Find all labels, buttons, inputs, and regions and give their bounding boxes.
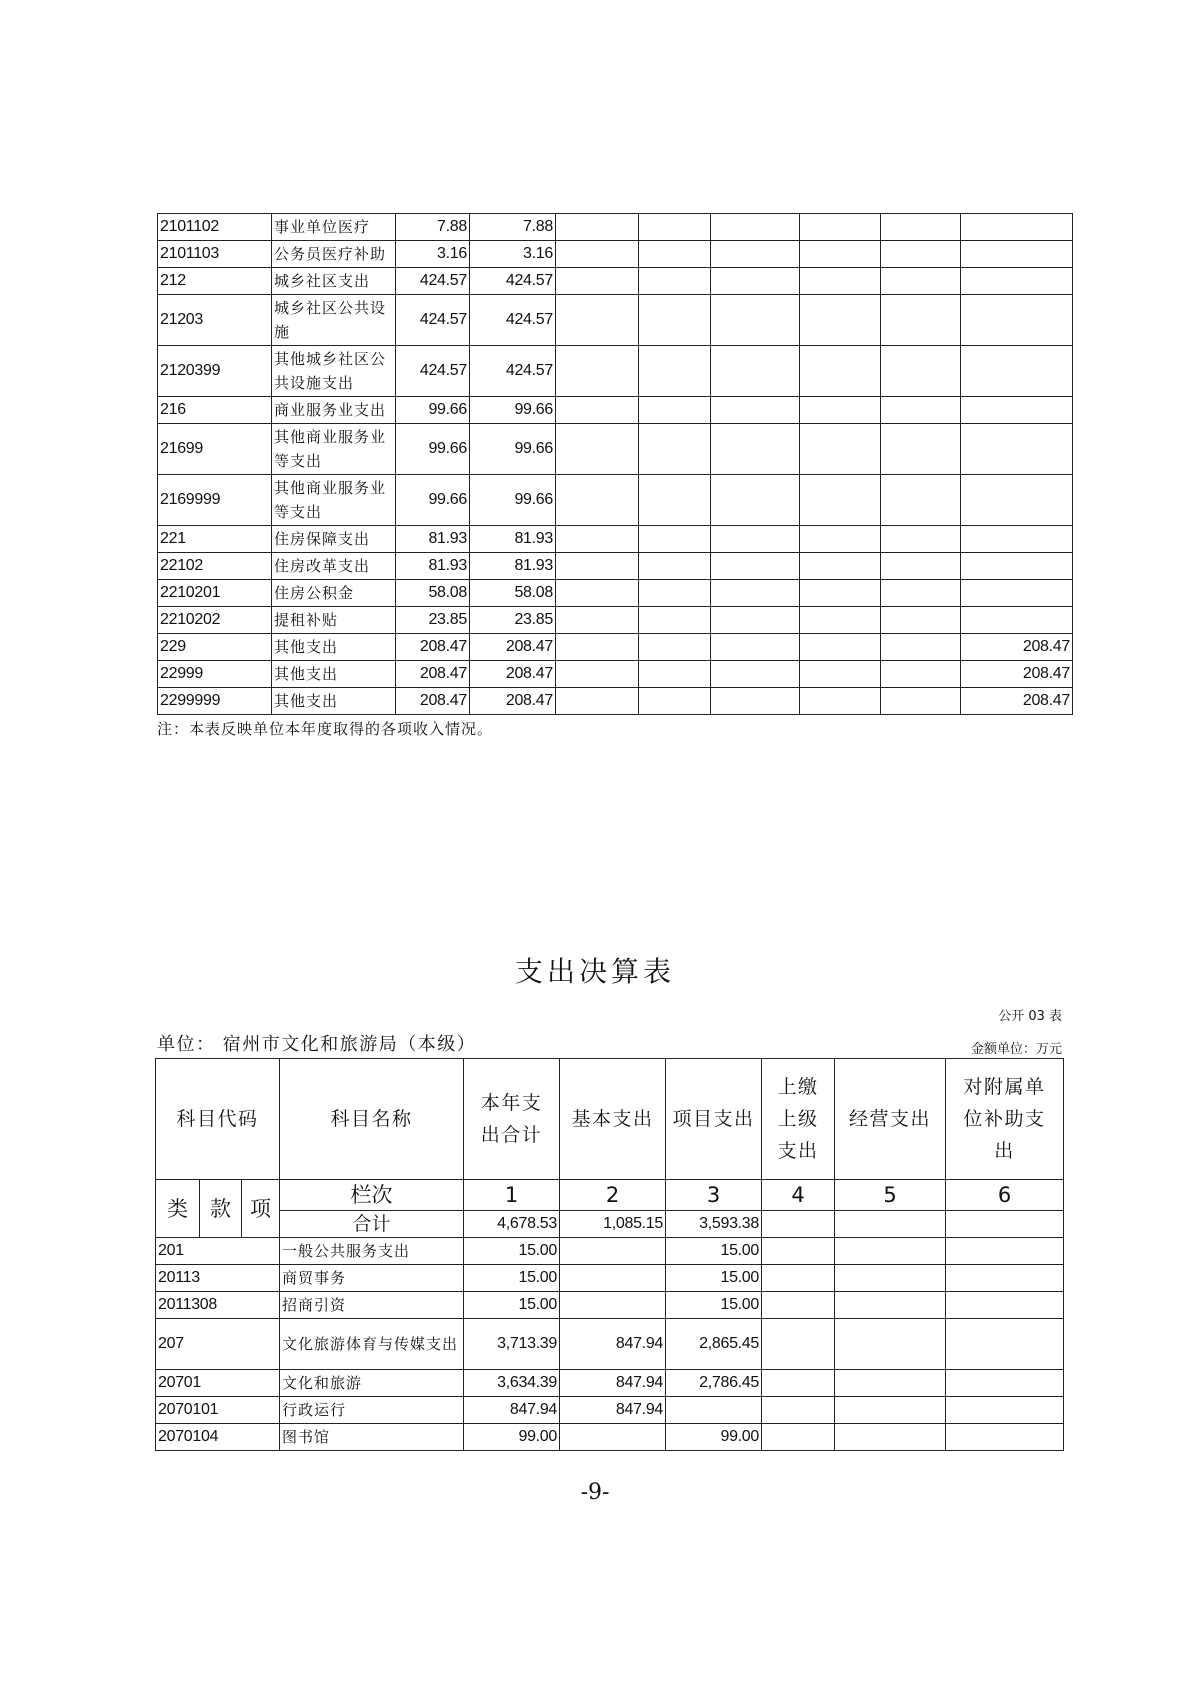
table-code-label: 公开 03 表 (998, 1009, 1062, 1024)
row-code: 22999 (158, 661, 272, 688)
empty-cell (711, 553, 800, 580)
empty-cell (800, 580, 881, 607)
row-name: 一般公共服务支出 (280, 1238, 464, 1265)
empty-cell (835, 1424, 946, 1451)
empty-cell (556, 241, 639, 268)
sub-header-column: 栏次 (280, 1180, 464, 1211)
row-basic (560, 1424, 666, 1451)
table-row (158, 241, 1073, 268)
col-number: 1 (464, 1180, 560, 1211)
expense-table (155, 1058, 1064, 1451)
empty-cell (711, 661, 800, 688)
row-code: 2210201 (158, 580, 272, 607)
row-basic: 847.94 (560, 1397, 666, 1424)
empty-cell (711, 688, 800, 715)
row-last-value (961, 553, 1073, 580)
table-row (158, 634, 1073, 661)
empty-cell (639, 475, 711, 526)
row-name: 文化旅游体育与传媒支出 (280, 1319, 464, 1370)
row-basic: 847.94 (560, 1370, 666, 1397)
empty-cell (946, 1319, 1064, 1370)
table-row (158, 688, 1073, 715)
row-name: 其他商业服务业等支出 (272, 475, 396, 526)
empty-cell (556, 268, 639, 295)
row-name: 图书馆 (280, 1424, 464, 1451)
row-name: 其他支出 (272, 634, 396, 661)
row-last-value (961, 346, 1073, 397)
row-value: 99.66 (470, 424, 556, 475)
row-total: 58.08 (396, 580, 470, 607)
column-number-row (156, 1180, 1064, 1211)
empty-cell (762, 1319, 835, 1370)
empty-cell (800, 607, 881, 634)
table-row (158, 526, 1073, 553)
row-name: 商贸事务 (280, 1265, 464, 1292)
row-last-value (961, 295, 1073, 346)
empty-cell (800, 241, 881, 268)
empty-cell (639, 214, 711, 241)
row-value: 424.57 (470, 295, 556, 346)
table-row (156, 1265, 1064, 1292)
row-name: 文化和旅游 (280, 1370, 464, 1397)
row-total: 7.88 (396, 214, 470, 241)
table-row (158, 580, 1073, 607)
row-code: 2210202 (158, 607, 272, 634)
row-name: 其他商业服务业等支出 (272, 424, 396, 475)
sub-header-kuan: 款 (200, 1180, 242, 1238)
empty-cell (881, 580, 961, 607)
row-project: 2,865.45 (666, 1319, 762, 1370)
empty-cell (881, 346, 961, 397)
row-project: 99.00 (666, 1424, 762, 1451)
row-total: 99.66 (396, 424, 470, 475)
empty-cell (556, 526, 639, 553)
row-code: 20113 (156, 1265, 280, 1292)
empty-cell (881, 241, 961, 268)
empty-cell (556, 346, 639, 397)
sum-upper (762, 1211, 835, 1238)
empty-cell (711, 295, 800, 346)
sub-header-lei: 类 (156, 1180, 200, 1238)
empty-cell (800, 295, 881, 346)
row-last-value (961, 397, 1073, 424)
empty-cell (556, 424, 639, 475)
row-value: 424.57 (470, 346, 556, 397)
col-number: 6 (946, 1180, 1064, 1211)
row-code: 2101102 (158, 214, 272, 241)
empty-cell (762, 1238, 835, 1265)
empty-cell (711, 346, 800, 397)
empty-cell (800, 475, 881, 526)
row-name: 其他支出 (272, 661, 396, 688)
empty-cell (881, 607, 961, 634)
empty-cell (762, 1397, 835, 1424)
empty-cell (800, 661, 881, 688)
col-number: 5 (835, 1180, 946, 1211)
empty-cell (556, 661, 639, 688)
empty-cell (711, 526, 800, 553)
empty-cell (639, 688, 711, 715)
empty-cell (556, 214, 639, 241)
row-total: 99.66 (396, 475, 470, 526)
empty-cell (762, 1292, 835, 1319)
empty-cell (556, 397, 639, 424)
row-name: 其他城乡社区公共设施支出 (272, 346, 396, 397)
row-code: 229 (158, 634, 272, 661)
empty-cell (881, 268, 961, 295)
table-row (158, 661, 1073, 688)
row-total: 99.66 (396, 397, 470, 424)
empty-cell (639, 526, 711, 553)
table-row (158, 346, 1073, 397)
row-total: 15.00 (464, 1238, 560, 1265)
table-row (156, 1370, 1064, 1397)
table-row (158, 214, 1073, 241)
col-number: 3 (666, 1180, 762, 1211)
row-name: 商业服务业支出 (272, 397, 396, 424)
sum-business (835, 1211, 946, 1238)
empty-cell (881, 526, 961, 553)
empty-cell (639, 346, 711, 397)
header-basic: 基本支出 (560, 1059, 666, 1180)
income-table-continued (157, 213, 1073, 715)
empty-cell (800, 397, 881, 424)
empty-cell (762, 1370, 835, 1397)
empty-cell (946, 1370, 1064, 1397)
table-row (158, 553, 1073, 580)
row-name: 城乡社区公共设施 (272, 295, 396, 346)
empty-cell (800, 688, 881, 715)
empty-cell (762, 1265, 835, 1292)
row-last-value: 208.47 (961, 688, 1073, 715)
empty-cell (639, 268, 711, 295)
table-row (158, 397, 1073, 424)
row-code: 2101103 (158, 241, 272, 268)
empty-cell (711, 634, 800, 661)
table-row (158, 424, 1073, 475)
row-basic: 847.94 (560, 1319, 666, 1370)
row-code: 216 (158, 397, 272, 424)
row-total: 208.47 (396, 634, 470, 661)
row-total: 81.93 (396, 553, 470, 580)
row-value: 58.08 (470, 580, 556, 607)
row-total: 424.57 (396, 295, 470, 346)
sum-basic: 1,085.15 (560, 1211, 666, 1238)
empty-cell (946, 1424, 1064, 1451)
empty-cell (800, 268, 881, 295)
row-code: 201 (156, 1238, 280, 1265)
row-project (666, 1397, 762, 1424)
empty-cell (881, 553, 961, 580)
row-total: 81.93 (396, 526, 470, 553)
empty-cell (639, 634, 711, 661)
row-code: 20701 (156, 1370, 280, 1397)
row-code: 207 (156, 1319, 280, 1370)
row-name: 住房公积金 (272, 580, 396, 607)
row-value: 81.93 (470, 553, 556, 580)
empty-cell (835, 1292, 946, 1319)
row-code: 2011308 (156, 1292, 280, 1319)
row-total: 3,634.39 (464, 1370, 560, 1397)
row-name: 住房改革支出 (272, 553, 396, 580)
empty-cell (800, 346, 881, 397)
col-number: 4 (762, 1180, 835, 1211)
empty-cell (639, 661, 711, 688)
table-row (158, 268, 1073, 295)
header-subsidy: 对附属单位补助支出 (946, 1059, 1064, 1180)
table-row (158, 607, 1073, 634)
table-row (156, 1424, 1064, 1451)
table-row (156, 1292, 1064, 1319)
row-code: 22102 (158, 553, 272, 580)
empty-cell (556, 295, 639, 346)
row-total: 3.16 (396, 241, 470, 268)
expense-header-row (156, 1059, 1064, 1180)
empty-cell (639, 397, 711, 424)
empty-cell (556, 475, 639, 526)
empty-cell (711, 475, 800, 526)
row-value: 424.57 (470, 268, 556, 295)
table-row (158, 475, 1073, 526)
empty-cell (835, 1397, 946, 1424)
empty-cell (835, 1319, 946, 1370)
table-row (156, 1397, 1064, 1424)
income-note: 注：本表反映单位本年度取得的各项收入情况。 (157, 720, 494, 738)
empty-cell (711, 214, 800, 241)
row-value: 208.47 (470, 634, 556, 661)
empty-cell (711, 580, 800, 607)
row-last-value (961, 268, 1073, 295)
row-value: 3.16 (470, 241, 556, 268)
empty-cell (881, 295, 961, 346)
row-last-value: 208.47 (961, 634, 1073, 661)
col-number: 2 (560, 1180, 666, 1211)
empty-cell (711, 607, 800, 634)
row-name: 提租补贴 (272, 607, 396, 634)
row-last-value (961, 580, 1073, 607)
row-code: 2120399 (158, 346, 272, 397)
sum-project: 3,593.38 (666, 1211, 762, 1238)
empty-cell (639, 607, 711, 634)
row-name: 行政运行 (280, 1397, 464, 1424)
header-code: 科目代码 (156, 1059, 280, 1180)
empty-cell (639, 580, 711, 607)
page-number: -9- (580, 1480, 610, 1505)
header-name: 科目名称 (280, 1059, 464, 1180)
empty-cell (639, 553, 711, 580)
row-name: 城乡社区支出 (272, 268, 396, 295)
header-total: 本年支出合计 (464, 1059, 560, 1180)
empty-cell (639, 424, 711, 475)
empty-cell (946, 1397, 1064, 1424)
sum-total: 4,678.53 (464, 1211, 560, 1238)
empty-cell (881, 634, 961, 661)
empty-cell (800, 526, 881, 553)
row-value: 99.66 (470, 475, 556, 526)
row-total: 847.94 (464, 1397, 560, 1424)
empty-cell (800, 553, 881, 580)
row-total: 23.85 (396, 607, 470, 634)
table-row (156, 1238, 1064, 1265)
row-name: 公务员医疗补助 (272, 241, 396, 268)
empty-cell (556, 688, 639, 715)
row-value: 23.85 (470, 607, 556, 634)
row-total: 424.57 (396, 268, 470, 295)
empty-cell (881, 424, 961, 475)
row-value: 208.47 (470, 661, 556, 688)
empty-cell (881, 688, 961, 715)
row-code: 2299999 (158, 688, 272, 715)
row-value: 81.93 (470, 526, 556, 553)
row-name: 事业单位医疗 (272, 214, 396, 241)
row-last-value (961, 424, 1073, 475)
empty-cell (800, 214, 881, 241)
row-code: 21203 (158, 295, 272, 346)
row-code: 221 (158, 526, 272, 553)
row-total: 99.00 (464, 1424, 560, 1451)
empty-cell (881, 397, 961, 424)
empty-cell (946, 1292, 1064, 1319)
row-name: 其他支出 (272, 688, 396, 715)
empty-cell (556, 580, 639, 607)
row-last-value (961, 607, 1073, 634)
empty-cell (800, 424, 881, 475)
header-business: 经营支出 (835, 1059, 946, 1180)
row-value: 99.66 (470, 397, 556, 424)
page-title: 支出决算表 (514, 955, 675, 988)
empty-cell (639, 295, 711, 346)
row-code: 2070104 (156, 1424, 280, 1451)
empty-cell (881, 214, 961, 241)
row-total: 15.00 (464, 1265, 560, 1292)
empty-cell (711, 268, 800, 295)
row-last-value: 208.47 (961, 661, 1073, 688)
row-last-value (961, 241, 1073, 268)
empty-cell (800, 634, 881, 661)
row-basic (560, 1265, 666, 1292)
row-project: 15.00 (666, 1292, 762, 1319)
empty-cell (835, 1238, 946, 1265)
row-total: 424.57 (396, 346, 470, 397)
table-row (158, 295, 1073, 346)
row-project: 15.00 (666, 1238, 762, 1265)
unit-label: 单位： 宿州市文化和旅游局（本级） (157, 1034, 477, 1055)
row-basic (560, 1238, 666, 1265)
row-value: 208.47 (470, 688, 556, 715)
table-row (156, 1319, 1064, 1370)
empty-cell (946, 1265, 1064, 1292)
row-total: 15.00 (464, 1292, 560, 1319)
empty-cell (711, 424, 800, 475)
row-name: 住房保障支出 (272, 526, 396, 553)
empty-cell (639, 241, 711, 268)
empty-cell (762, 1424, 835, 1451)
header-upper: 上缴上级支出 (762, 1059, 835, 1180)
row-last-value (961, 214, 1073, 241)
row-code: 2070101 (156, 1397, 280, 1424)
amount-unit-label: 金额单位：万元 (970, 1042, 1062, 1057)
empty-cell (881, 475, 961, 526)
header-project: 项目支出 (666, 1059, 762, 1180)
empty-cell (835, 1370, 946, 1397)
totals-row (156, 1211, 1064, 1238)
row-value: 7.88 (470, 214, 556, 241)
empty-cell (711, 397, 800, 424)
row-last-value (961, 475, 1073, 526)
empty-cell (556, 634, 639, 661)
empty-cell (881, 661, 961, 688)
empty-cell (835, 1265, 946, 1292)
empty-cell (711, 241, 800, 268)
sum-subsidy (946, 1211, 1064, 1238)
empty-cell (556, 607, 639, 634)
row-code: 21699 (158, 424, 272, 475)
row-name: 招商引资 (280, 1292, 464, 1319)
row-total: 208.47 (396, 688, 470, 715)
empty-cell (946, 1238, 1064, 1265)
row-basic (560, 1292, 666, 1319)
row-total: 3,713.39 (464, 1319, 560, 1370)
empty-cell (556, 553, 639, 580)
row-project: 15.00 (666, 1265, 762, 1292)
sub-header-xiang: 项 (242, 1180, 280, 1238)
row-code: 2169999 (158, 475, 272, 526)
sum-label: 合计 (280, 1211, 464, 1238)
row-project: 2,786.45 (666, 1370, 762, 1397)
row-last-value (961, 526, 1073, 553)
row-total: 208.47 (396, 661, 470, 688)
row-code: 212 (158, 268, 272, 295)
